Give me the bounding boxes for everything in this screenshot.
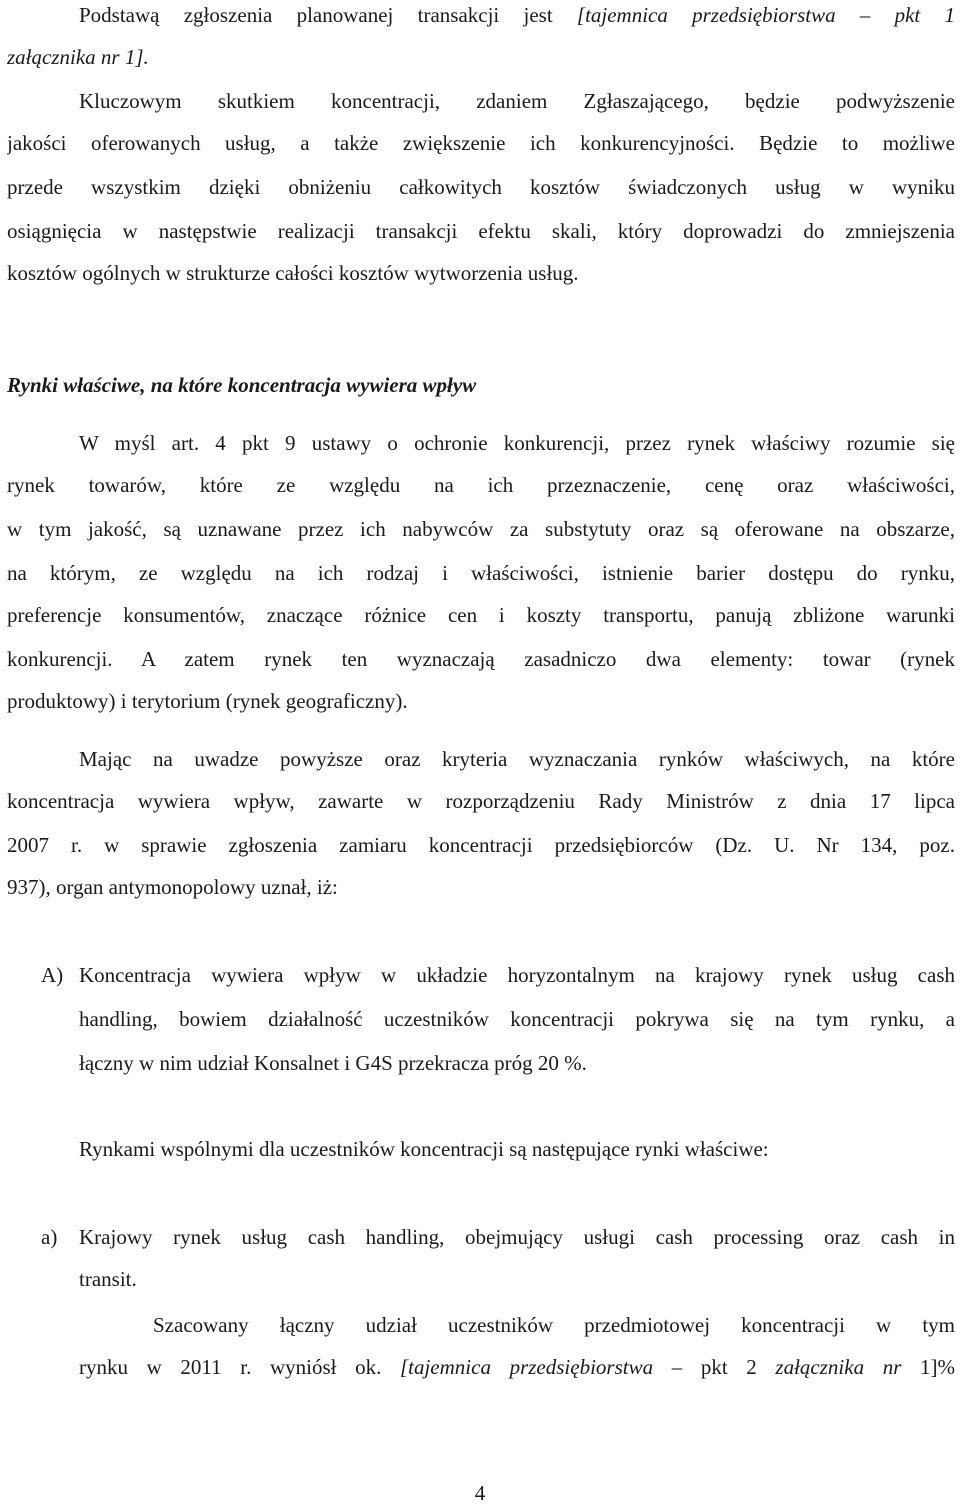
paragraph-3-line-3: w tym jakość, są uznawane przez ich nabywców za substytuty oraz są oferowane na obszarze, (7, 517, 955, 541)
list-marker-A: A) (41, 963, 64, 987)
paragraph-2-line-2: jakości oferowanych usług, a także zwiększenie ich konkurencyjności. Będzie to możliwe (7, 131, 955, 155)
paragraph-6-line-1: Szacowany łączny udział uczestników przedmiotowej koncentracji w tym (153, 1313, 955, 1337)
paragraph-3-line-2: rynek towarów, które ze względu na ich przeznaczenie, cenę oraz właściwości, (7, 473, 955, 497)
list-item-A-line-2: handling, bowiem działalność uczestników koncentracji pokrywa się na tym rynku, a (79, 1007, 955, 1031)
list-item-A-line-1: Koncentracja wywiera wpływ w układzie horyzontalnym na krajowy rynek usług cash (79, 963, 955, 987)
list-item-a-line-1: Krajowy rynek usług cash handling, obejmujący usługi cash processing oraz cash in (79, 1225, 955, 1249)
paragraph-4-line-2: koncentracja wywiera wpływ, zawarte w rozporządzeniu Rady Ministrów z dnia 17 lipca (7, 789, 955, 813)
list-item-A-line-3: łączny w nim udział Konsalnet i G4S przekracza próg 20 %. (79, 1051, 587, 1075)
paragraph-6-text-after: 1]% (901, 1355, 955, 1379)
paragraph-6-text-before: rynku w 2011 r. wyniósł ok. (79, 1355, 400, 1379)
paragraph-3-line-4: na którym, ze względu na ich rodzaj i właściwości, istnienie barier dostępu do rynku, (7, 561, 955, 585)
paragraph-2-line-1: Kluczowym skutkiem koncentracji, zdaniem Zgłaszającego, będzie podwyższenie (79, 89, 955, 113)
paragraph-1-text: Podstawą zgłoszenia planowanej transakcji jest (79, 3, 577, 27)
page-number: 4 (474, 1481, 486, 1505)
paragraph-4-line-3: 2007 r. w sprawie zgłoszenia zamiaru koncentracji przedsiębiorców (Dz. U. Nr 134, poz. (7, 833, 955, 857)
paragraph-6-line-2 (79, 1352, 955, 1382)
list-marker-a: a) (41, 1225, 58, 1249)
paragraph-2-line-4: osiągnięcia w następstwie realizacji transakcji efektu skali, który doprowadzi do zmniejszenia (7, 219, 955, 243)
paragraph-2-line-3: przede wszystkim dzięki obniżeniu całkowitych kosztów świadczonych usług w wyniku (7, 175, 955, 199)
paragraph-3-line-7: produktowy) i terytorium (rynek geograficzny). (7, 689, 408, 713)
paragraph-3-line-6: konkurencji. A zatem rynek ten wyznaczają zasadniczo dwa elementy: towar (rynek (7, 647, 955, 671)
paragraph-3-line-5: preferencje konsumentów, znaczące różnice cen i koszty transportu, panują zbliżone warunki (7, 603, 955, 627)
paragraph-2-line-5: kosztów ogólnych w strukturze całości kosztów wytworzenia usług. (7, 261, 579, 285)
paragraph-5: Rynkami wspólnymi dla uczestników koncentracji są następujące rynki właściwe: (79, 1137, 769, 1161)
paragraph-1-line-1 (79, 0, 955, 30)
list-item-a-line-2: transit. (79, 1267, 137, 1291)
paragraph-1-italic: [tajemnica przedsiębiorstwa – pkt 1 (576, 3, 955, 27)
paragraph-6-italic-2: załącznika nr (775, 1355, 902, 1379)
section-heading: Rynki właściwe, na które koncentracja wywiera wpływ (7, 373, 477, 397)
paragraph-4-line-4: 937), organ antymonopolowy uznał, iż: (7, 875, 338, 899)
paragraph-4-line-1: Mając na uwadze powyższe oraz kryteria wyznaczania rynków właściwych, na które (79, 747, 955, 771)
paragraph-3-line-1: W myśl art. 4 pkt 9 ustawy o ochronie konkurencji, przez rynek właściwy rozumie się (79, 431, 955, 455)
paragraph-6-italic-1: [tajemnica przedsiębiorstwa (399, 1355, 654, 1379)
paragraph-1-line-2: załącznika nr 1]. (7, 45, 149, 69)
paragraph-6-dash: – pkt 2 (653, 1355, 776, 1379)
